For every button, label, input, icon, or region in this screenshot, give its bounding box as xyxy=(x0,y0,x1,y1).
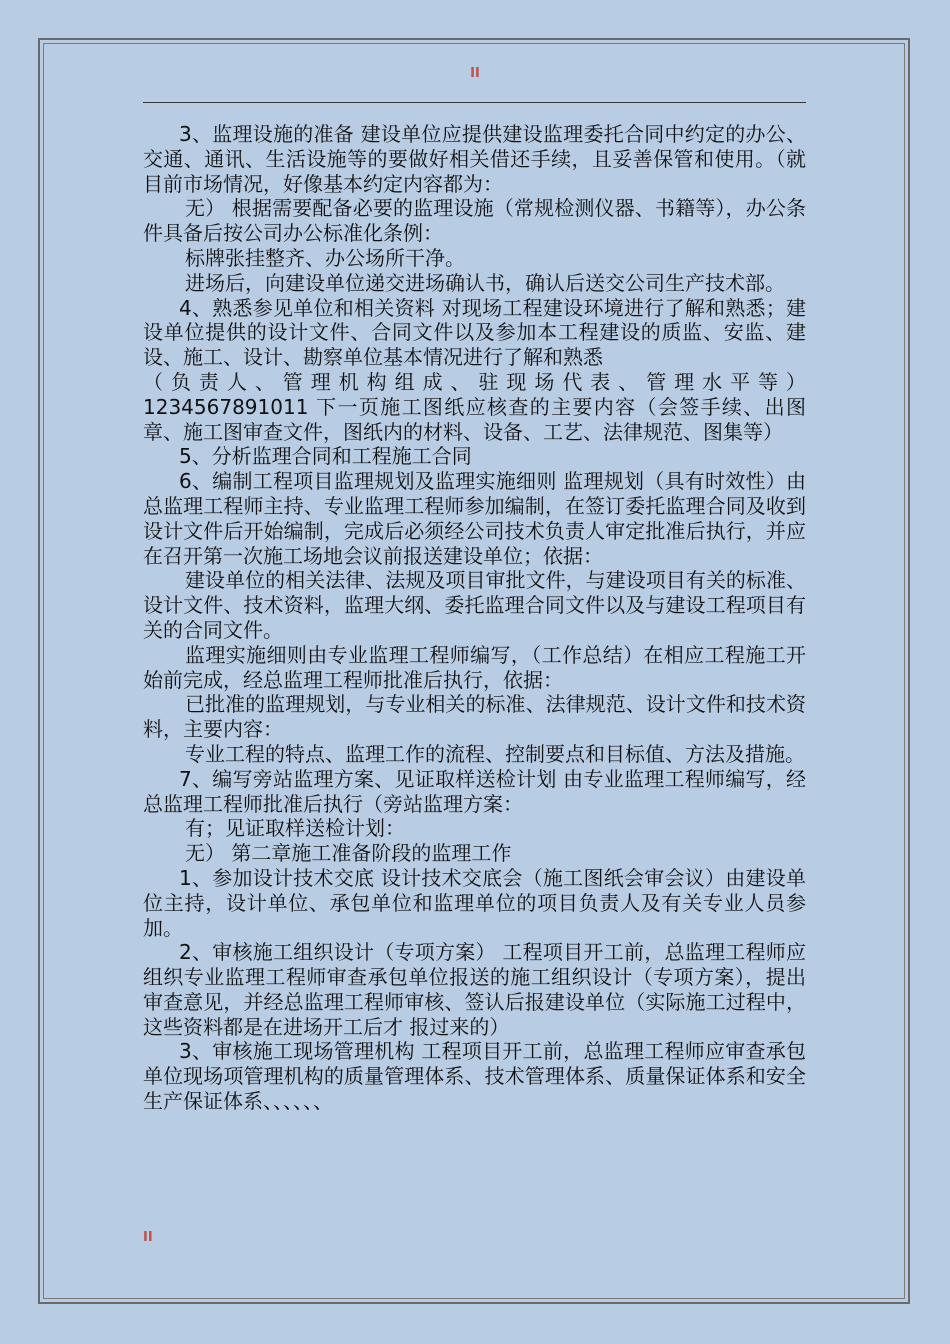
paragraph-1: 3、监理设施的准备 建设单位应提供建设监理委托合同中约定的办公、交通、通讯、生活设施等的要做好相关借还手续，且妥善保管和使用。（就目前市场情况，好像基本约定内容都为： xyxy=(143,122,806,196)
paragraph-19: 3、审核施工现场管理机构 工程项目开工前，总监理工程师应审查承包单位现场项管理机构的质量管理体系、技术管理体系、质量保证体系和安全生产保证体系、、、、、、 xyxy=(143,1039,806,1114)
footer-page-mark: II xyxy=(143,1230,153,1245)
paragraph-15: 有；见证取样送检计划： xyxy=(185,816,405,841)
paragraph-18: 2、审核施工组织设计（专项方案） 工程项目开工前，总监理工程师应组织专业监理工程师审查承包单位报送的施工组织设计（专项方案），提出审查意见，并经总监理工程师审核、签认后报建设单位（实际施工过程中，这些资料都是在进场开工后才 报过来的） xyxy=(143,940,806,1039)
paragraph-12: 已批准的监理规划，与专业相关的标准、法律规范、设计文件和技术资料，主要内容： xyxy=(143,692,806,742)
paragraph-14: 7、编写旁站监理方案、见证取样送检计划 由专业监理工程师编写，经总监理工程师批准后执行（旁站监理方案： xyxy=(143,766,806,816)
header-divider xyxy=(143,102,806,103)
paragraph-8: 5、分析监理合同和工程施工合同 xyxy=(179,444,472,469)
header-page-mark: II xyxy=(470,66,480,81)
paragraph-2: 无） 根据需要配备必要的监理设施（常规检测仪器、书籍等），办公条件具备后按公司办公标准化条例： xyxy=(143,196,806,246)
paragraph-4: 进场后，向建设单位递交进场确认书，确认后送交公司生产技术部。 xyxy=(185,270,785,295)
paragraph-10: 建设单位的相关法律、法规及项目审批文件，与建设项目有关的标准、设计文件、技术资料，监理大纲、委托监理合同文件以及与建设工程项目有关的合同文件。 xyxy=(143,568,806,642)
paragraph-17: 1、参加设计技术交底 设计技术交底会（施工图纸会审会议）由建设单位主持，设计单位、承包单位和监理单位的项目负责人及有关专业人员参加。 xyxy=(143,865,806,940)
paragraph-3: 标牌张挂整齐、办公场所干净。 xyxy=(185,245,465,270)
paragraph-13: 专业工程的特点、监理工作的流程、控制要点和目标值、方法及措施。 xyxy=(185,741,805,766)
paragraph-9: 6、编制工程项目监理规划及监理实施细则 监理规划（具有时效性）由总监理工程师主持、专业监理工程师参加编制，在签订委托监理合同及收到设计文件后开始编制，完成后必须经公司技术负责人审定批准后执行，并应在召开第一次施工场地会议前报送建设单位；依据： xyxy=(143,469,806,568)
paragraph-11: 监理实施细则由专业监理工程师编写，（工作总结）在相应工程施工开始前完成，经总监理工程师批准后执行，依据： xyxy=(143,642,806,692)
paragraph-16: 无） 第二章施工准备阶段的监理工作 xyxy=(185,841,512,866)
document-body xyxy=(143,122,806,1114)
paragraph-5: 4、熟悉参见单位和相关资料 对现场工程建设环境进行了解和熟悉；建设单位提供的设计文件、合同文件以及参加本工程建设的质监、安监、建设、施工、设计、勘察单位基本情况进行了解和熟悉 xyxy=(143,295,806,370)
paragraph-6: （负责人、管理机构组成、驻现场代表、管理水平等） xyxy=(143,369,806,394)
paragraph-7: 1234567891011 下一页施工图纸应核查的主要内容（会签手续、出图章、施工图审查文件，图纸内的材料、设备、工艺、法律规范、图集等） xyxy=(143,394,806,444)
